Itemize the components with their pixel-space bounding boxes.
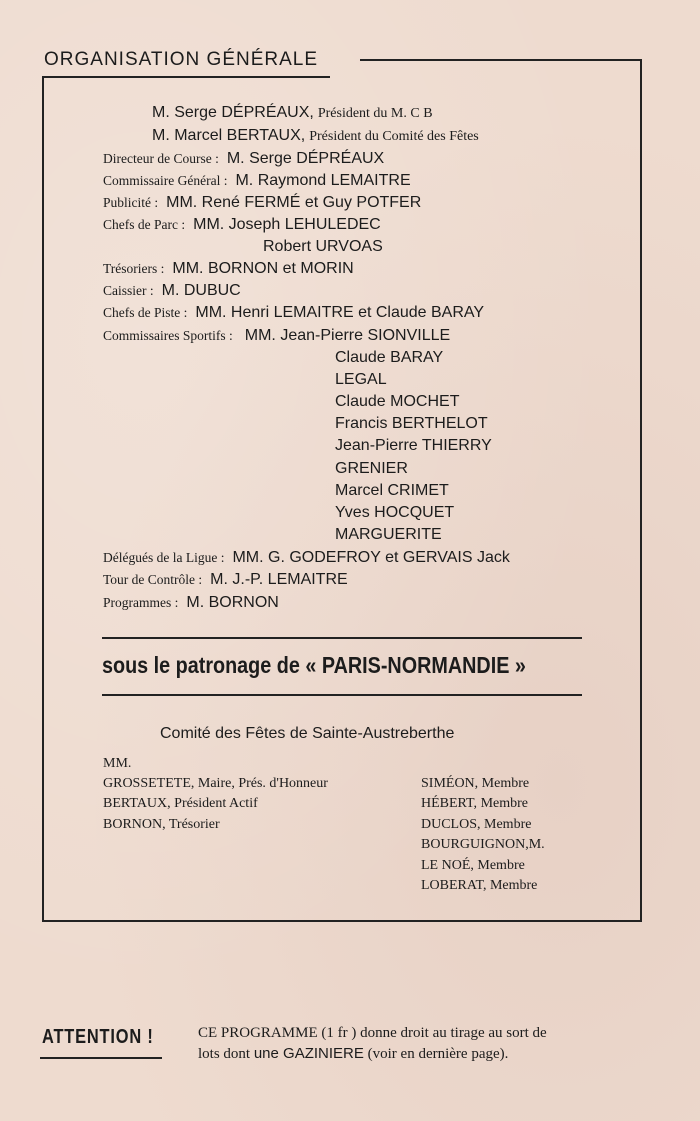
commissaire-item: GRENIER	[335, 460, 408, 477]
member-name: HÉBERT,	[421, 796, 478, 811]
commissaire-item: Francis BERTHELOT	[335, 415, 488, 432]
role-value-continued: Robert URVOAS	[263, 238, 383, 255]
frame-right-rule	[640, 59, 642, 922]
attention-highlight: une GAZINIERE	[253, 1045, 364, 1062]
comite-member-right	[421, 837, 545, 853]
role-value: MM. BORNON et MORIN	[172, 260, 354, 277]
president-fetes-line	[152, 127, 479, 145]
comite-title: Comité des Fêtes de Sainte-Austreberthe	[160, 725, 455, 742]
role-row	[103, 594, 279, 612]
role-label: Commissaires Sportifs :	[103, 328, 233, 343]
role-row	[103, 216, 381, 234]
role-label: Chefs de Piste :	[103, 305, 188, 320]
commissaire-item: MARGUERITE	[335, 526, 442, 543]
commissaire-item: Claude BARAY	[335, 349, 444, 366]
member-name: DUCLOS,	[421, 817, 481, 832]
role-label: Délégués de la Ligue :	[103, 550, 225, 565]
role-label: Publicité :	[103, 195, 159, 210]
member-name: BORNON,	[103, 817, 166, 832]
commissaire-item: LEGAL	[335, 371, 387, 388]
role-value: M. DUBUC	[161, 282, 241, 299]
member-name: BERTAUX,	[103, 796, 171, 811]
comite-member-right	[421, 817, 531, 833]
president-fetes-name: M. Marcel BERTAUX,	[152, 127, 306, 144]
comite-member-right	[421, 776, 529, 792]
patronage-top-rule	[102, 637, 582, 639]
comite-member-left	[103, 776, 328, 792]
frame-bottom-rule	[42, 920, 642, 922]
role-label: Chefs de Parc :	[103, 217, 186, 232]
role-row	[103, 282, 241, 300]
member-role: Membre	[481, 776, 530, 791]
member-name: LOBERAT,	[421, 878, 487, 893]
role-value: M. Serge DÉPRÉAUX	[226, 150, 385, 167]
comite-member-right	[421, 878, 537, 894]
role-label: Programmes :	[103, 595, 179, 610]
member-role: Maire, Prés. d'Honneur	[197, 776, 328, 791]
attention-text-line1: CE PROGRAMME (1 fr ) donne droit au tirage au sort de	[198, 1025, 547, 1041]
title-underline	[42, 76, 330, 78]
role-value: MM. Henri LEMAITRE et Claude BARAY	[195, 304, 485, 321]
member-name: SIMÉON,	[421, 776, 479, 791]
patronage-heading: sous le patronage de « PARIS-NORMANDIE »	[102, 652, 526, 678]
attention-text-part: (voir en dernière page).	[367, 1046, 509, 1062]
comite-member-right	[421, 796, 528, 812]
attention-label: ATTENTION !	[42, 1026, 154, 1048]
member-role: Membre	[480, 796, 528, 811]
role-row	[103, 571, 348, 589]
patronage-bottom-rule	[102, 694, 582, 696]
commissaire-item: Claude MOCHET	[335, 393, 460, 410]
member-role: Président Actif	[174, 796, 258, 811]
president-mcb-role: Président du M. C B	[317, 106, 433, 121]
role-value: MM. G. GODEFROY et GERVAIS Jack	[232, 549, 510, 566]
attention-text-part: lots dont	[198, 1046, 251, 1062]
member-role: Trésorier	[168, 817, 220, 832]
role-row	[103, 549, 510, 567]
role-value: M. Raymond LEMAITRE	[235, 172, 411, 189]
member-role: Membre	[477, 858, 525, 873]
role-row	[103, 327, 450, 345]
role-value: MM. Joseph LEHULEDEC	[193, 216, 381, 233]
role-value: M. BORNON	[186, 594, 279, 611]
role-label: Commissaire Général :	[103, 173, 228, 188]
commissaire-item: Jean-Pierre THIERRY	[335, 437, 492, 454]
role-label: Tour de Contrôle :	[103, 572, 203, 587]
member-name: GROSSETETE,	[103, 776, 195, 791]
member-name: BOURGUIGNON,	[421, 837, 529, 852]
comite-member-left	[103, 796, 258, 812]
member-role: M.	[528, 837, 545, 852]
role-label: Directeur de Course :	[103, 151, 219, 166]
frame-top-rule	[360, 59, 642, 61]
role-label: Trésoriers :	[103, 261, 165, 276]
comite-salutation: MM.	[103, 756, 132, 771]
role-row	[103, 194, 421, 212]
president-mcb-line	[152, 104, 433, 122]
member-name: LE NOÉ,	[421, 858, 474, 873]
role-row	[103, 260, 354, 278]
frame-left-rule	[42, 76, 44, 922]
attention-underline	[40, 1057, 162, 1059]
member-role: Membre	[489, 878, 538, 893]
role-value: M. J.-P. LEMAITRE	[210, 571, 348, 588]
role-value: MM. René FERMÉ et Guy POTFER	[166, 194, 422, 211]
comite-member-right	[421, 858, 525, 874]
president-mcb-name: M. Serge DÉPRÉAUX,	[152, 104, 314, 121]
president-fetes-role: Président du Comité des Fêtes	[309, 129, 479, 144]
commissaire-item: Yves HOCQUET	[335, 504, 455, 521]
comite-member-left	[103, 817, 220, 833]
role-row	[103, 304, 484, 322]
member-role: Membre	[484, 817, 532, 832]
commissaire-item: Marcel CRIMET	[335, 482, 449, 499]
role-value: MM. Jean-Pierre SIONVILLE	[244, 327, 451, 344]
page-title: ORGANISATION GÉNÉRALE	[44, 49, 319, 70]
role-row	[103, 172, 411, 190]
role-label: Caissier :	[103, 283, 154, 298]
attention-text-line2	[198, 1045, 508, 1063]
role-row	[103, 150, 384, 168]
